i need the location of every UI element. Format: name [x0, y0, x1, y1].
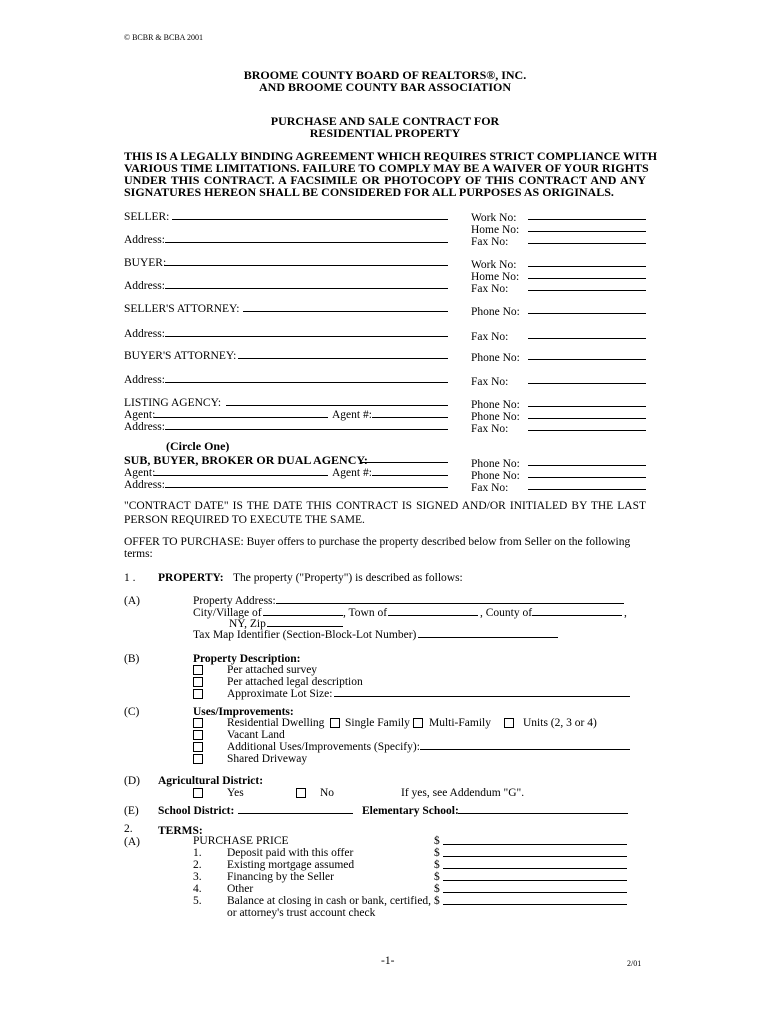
- listing-agent-field[interactable]: [154, 406, 328, 418]
- tax-map-label: Tax Map Identifier (Section-Block-Lot Number): [193, 629, 417, 641]
- listing-phone-field[interactable]: [528, 395, 646, 407]
- seller-fax-label: Fax No:: [471, 236, 509, 248]
- property-description-heading: Property Description:: [193, 653, 301, 665]
- buyer-fax-label: Fax No:: [471, 283, 509, 295]
- section1-d-label: (D): [124, 775, 140, 787]
- agricultural-yes-label: Yes: [227, 787, 244, 799]
- term-2-label: Existing mortgage assumed: [227, 859, 355, 871]
- term-4-num: 4.: [193, 883, 202, 895]
- additional-uses-checkbox[interactable]: [193, 742, 203, 752]
- listing-fax-field[interactable]: [528, 419, 646, 431]
- legal-description-checkbox[interactable]: [193, 677, 203, 687]
- listing-agency-field[interactable]: [226, 394, 448, 406]
- buyer-label: BUYER:: [124, 257, 167, 269]
- single-family-checkbox[interactable]: [330, 718, 340, 728]
- balance-field[interactable]: [443, 893, 627, 905]
- sub-phone-label: Phone No:: [471, 458, 520, 470]
- seller-home-label: Home No:: [471, 224, 520, 236]
- sub-fax-label: Fax No:: [471, 482, 509, 494]
- single-family-label: Single Family: [345, 717, 410, 729]
- other-amount-field[interactable]: [443, 881, 627, 893]
- listing-phone2-field[interactable]: [528, 407, 646, 419]
- buyer-work-label: Work No:: [471, 259, 517, 271]
- additional-uses-field[interactable]: [420, 738, 630, 750]
- contract-date-line-2: PERSON REQUIRED TO EXECUTE THE SAME.: [124, 514, 365, 526]
- vacant-land-checkbox[interactable]: [193, 730, 203, 740]
- lot-size-checkbox[interactable]: [193, 689, 203, 699]
- org-title-2: AND BROOME COUNTY BAR ASSOCIATION: [258, 80, 512, 94]
- seller-attorney-fax-field[interactable]: [528, 327, 646, 339]
- property-address-field[interactable]: [276, 592, 624, 604]
- existing-mortgage-field[interactable]: [443, 857, 627, 869]
- section1-heading: PROPERTY:: [158, 572, 224, 584]
- buyer-attorney-phone-label: Phone No:: [471, 352, 520, 364]
- term-4-dollar: $: [434, 883, 440, 895]
- buyer-attorney-fax-label: Fax No:: [471, 376, 509, 388]
- shared-driveway-checkbox[interactable]: [193, 754, 203, 764]
- section2-num: 2.: [124, 823, 133, 835]
- survey-checkbox[interactable]: [193, 665, 203, 675]
- residential-label: Residential Dwelling: [227, 717, 325, 729]
- ny-zip-label: NY, Zip: [229, 618, 266, 630]
- offer-line-2: terms:: [124, 548, 153, 560]
- listing-address-label: Address:: [124, 421, 165, 433]
- revision-date: 2/01: [627, 959, 642, 968]
- buyer-attorney-fax-field[interactable]: [528, 372, 646, 384]
- terms-heading: TERMS:: [158, 825, 203, 837]
- buyer-work-field[interactable]: [528, 255, 646, 267]
- additional-uses-label: Additional Uses/Improvements (Specify):: [227, 741, 420, 753]
- agricultural-yes-checkbox[interactable]: [193, 788, 203, 798]
- section1-e-label: (E): [124, 805, 139, 817]
- buyer-home-label: Home No:: [471, 271, 520, 283]
- contract-date-line-1: "CONTRACT DATE" IS THE DATE THIS CONTRACT IS SIGNED AND/OR INITIALED BY THE LAST: [124, 500, 646, 512]
- buyer-attorney-label: BUYER'S ATTORNEY:: [124, 350, 237, 362]
- sub-agency-field[interactable]: [360, 451, 448, 463]
- listing-address-field[interactable]: [165, 418, 448, 430]
- seller-fax-field[interactable]: [528, 232, 646, 244]
- agricultural-no-label: No: [320, 787, 335, 799]
- agricultural-no-checkbox[interactable]: [296, 788, 306, 798]
- warning-line-1: THIS IS A LEGALLY BINDING AGREEMENT WHICH REQUIRES STRICT COMPLIANCE WITH: [124, 149, 658, 163]
- offer-line-1: OFFER TO PURCHASE: Buyer offers to purchase the property described below from Seller on the following: [124, 536, 631, 548]
- copyright-notice: © BCBR & BCBA 2001: [124, 33, 203, 42]
- purchase-price-dollar: $: [434, 835, 440, 847]
- seller-field[interactable]: [172, 208, 448, 220]
- elementary-school-label: Elementary School:: [362, 805, 459, 817]
- org-title-1: BROOME COUNTY BOARD OF REALTORS®, INC.: [243, 68, 527, 82]
- residential-checkbox[interactable]: [193, 718, 203, 728]
- seller-attorney-fax-label: Fax No:: [471, 331, 509, 343]
- sub-phone2-field[interactable]: [528, 466, 646, 478]
- term-3-dollar: $: [434, 871, 440, 883]
- buyer-fax-field[interactable]: [528, 279, 646, 291]
- buyer-address-field[interactable]: [165, 277, 448, 289]
- term-2-dollar: $: [434, 859, 440, 871]
- seller-attorney-phone-field[interactable]: [528, 302, 646, 314]
- addendum-note: If yes, see Addendum "G".: [401, 787, 525, 799]
- sub-agent-num-field[interactable]: [372, 464, 448, 476]
- sub-address-field[interactable]: [165, 476, 448, 488]
- listing-agent-label: Agent:: [124, 409, 156, 421]
- sub-fax-field[interactable]: [528, 478, 646, 490]
- seller-attorney-label: SELLER'S ATTORNEY:: [124, 303, 240, 315]
- sub-agent-field[interactable]: [154, 464, 328, 476]
- buyer-address-label: Address:: [124, 280, 165, 292]
- term-5-num: 5.: [193, 895, 202, 907]
- contract-title-2: RESIDENTIAL PROPERTY: [309, 126, 461, 140]
- sub-phone2-label: Phone No:: [471, 470, 520, 482]
- contract-title-1: PURCHASE AND SALE CONTRACT FOR: [270, 114, 500, 128]
- term-1-label: Deposit paid with this offer: [227, 847, 354, 859]
- term-5-dollar: $: [434, 895, 440, 907]
- circle-one-label: (Circle One): [166, 439, 230, 453]
- zip-field[interactable]: [267, 615, 343, 627]
- units-checkbox[interactable]: [504, 718, 514, 728]
- town-label: , Town of: [343, 607, 388, 619]
- listing-agency-label: LISTING AGENCY:: [124, 397, 222, 409]
- warning-line-3: UNDER THIS CONTRACT. A FACSIMILE OR PHOTOCOPY OF THIS CONTRACT AND ANY: [124, 173, 646, 187]
- sub-agent-label: Agent:: [124, 467, 156, 479]
- term-3-num: 3.: [193, 871, 202, 883]
- deposit-field[interactable]: [443, 845, 627, 857]
- buyer-attorney-phone-field[interactable]: [528, 348, 646, 360]
- term-4-label: Other: [227, 883, 254, 895]
- sub-agent-num-label: Agent #:: [332, 467, 372, 479]
- listing-fax-label: Fax No:: [471, 423, 509, 435]
- section2-a-label: (A): [124, 836, 140, 848]
- town-field[interactable]: [388, 604, 478, 616]
- survey-label: Per attached survey: [227, 664, 318, 676]
- seller-financing-field[interactable]: [443, 869, 627, 881]
- seller-address-field[interactable]: [165, 231, 448, 243]
- term-2-num: 2.: [193, 859, 202, 871]
- attorney-check-label: or attorney's trust account check: [227, 907, 376, 919]
- lot-size-label: Approximate Lot Size:: [227, 688, 333, 700]
- elementary-school-field[interactable]: [458, 802, 628, 814]
- buyer-home-field[interactable]: [528, 267, 646, 279]
- seller-attorney-phone-label: Phone No:: [471, 306, 520, 318]
- seller-label: SELLER:: [124, 211, 170, 223]
- agricultural-heading: Agricultural District:: [158, 775, 264, 787]
- city-village-label: City/Village of: [193, 607, 262, 619]
- county-comma: ,: [624, 607, 627, 619]
- buyer-attorney-field[interactable]: [238, 347, 448, 359]
- legal-description-label: Per attached legal description: [227, 676, 363, 688]
- seller-home-field[interactable]: [528, 220, 646, 232]
- school-district-field[interactable]: [238, 802, 353, 814]
- county-field[interactable]: [532, 604, 622, 616]
- term-3-label: Financing by the Seller: [227, 871, 334, 883]
- shared-driveway-label: Shared Driveway: [227, 753, 308, 765]
- property-address-label: Property Address:: [193, 595, 276, 607]
- section1-b-label: (B): [124, 653, 140, 665]
- units-label: Units (2, 3 or 4): [523, 717, 597, 729]
- buyer-attorney-address-field[interactable]: [165, 371, 448, 383]
- vacant-land-label: Vacant Land: [227, 729, 285, 741]
- county-label: , County of: [480, 607, 533, 619]
- buyer-field[interactable]: [164, 254, 448, 266]
- seller-attorney-field[interactable]: [243, 300, 448, 312]
- listing-agent-num-label: Agent #:: [332, 409, 372, 421]
- page-number: -1-: [381, 955, 395, 967]
- section1-text: The property ("Property") is described as follows:: [233, 572, 463, 584]
- sub-address-label: Address:: [124, 479, 165, 491]
- warning-line-2: VARIOUS TIME LIMITATIONS. FAILURE TO COMPLY MAY BE A WAIVER OF YOUR RIGHTS: [124, 161, 649, 175]
- purchase-price-label: PURCHASE PRICE: [193, 835, 289, 847]
- multi-family-label: Multi-Family: [429, 717, 491, 729]
- multi-family-checkbox[interactable]: [413, 718, 423, 728]
- section1-c-label: (C): [124, 706, 140, 718]
- lot-size-field[interactable]: [334, 685, 630, 697]
- seller-work-label: Work No:: [471, 212, 517, 224]
- buyer-attorney-address-label: Address:: [124, 374, 165, 386]
- section1-a-label: (A): [124, 595, 140, 607]
- section1-num: 1 .: [124, 572, 136, 584]
- listing-phone2-label: Phone No:: [471, 411, 520, 423]
- purchase-price-field[interactable]: [443, 833, 627, 845]
- warning-line-4: SIGNATURES HEREON SHALL BE CONSIDERED FOR ALL PURPOSES AS ORIGINALS.: [124, 185, 614, 199]
- listing-phone-label: Phone No:: [471, 399, 520, 411]
- listing-agent-num-field[interactable]: [372, 406, 448, 418]
- seller-address-label: Address:: [124, 234, 165, 246]
- school-district-label: School District:: [158, 805, 235, 817]
- term-1-dollar: $: [434, 847, 440, 859]
- seller-work-field[interactable]: [528, 208, 646, 220]
- sub-agency-label: SUB, BUYER, BROKER OR DUAL AGENCY:: [124, 453, 368, 467]
- term-1-num: 1.: [193, 847, 202, 859]
- term-5-label: Balance at closing in cash or bank, certified,: [227, 895, 432, 907]
- seller-attorney-address-field[interactable]: [165, 325, 448, 337]
- tax-map-field[interactable]: [418, 626, 558, 638]
- sub-phone-field[interactable]: [528, 454, 646, 466]
- seller-attorney-address-label: Address:: [124, 328, 165, 340]
- uses-heading: Uses/Improvements:: [193, 706, 294, 718]
